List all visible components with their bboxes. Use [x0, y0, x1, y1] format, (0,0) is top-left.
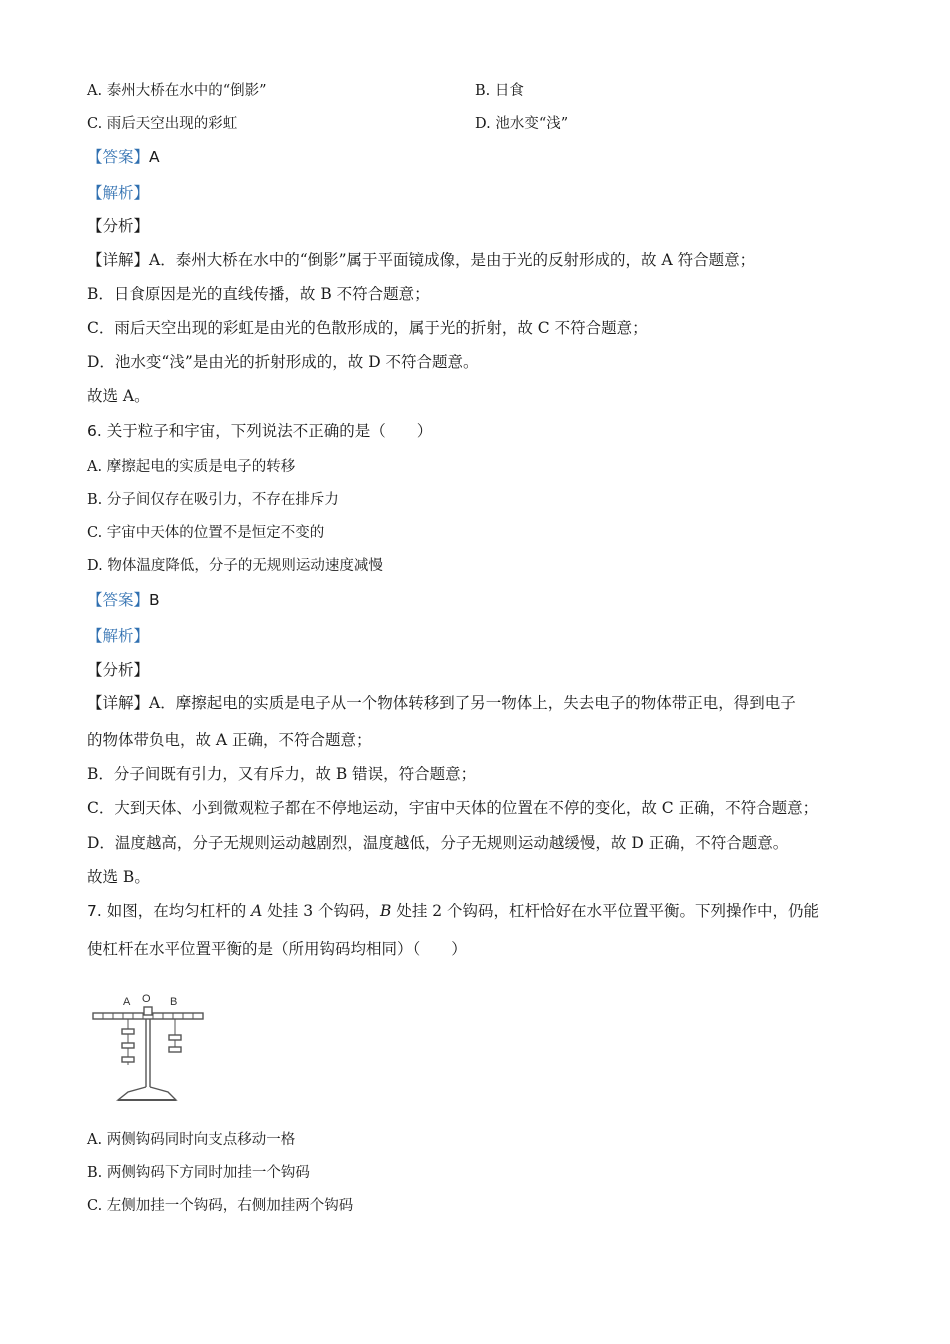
q6-answer: [87, 589, 160, 611]
pivot-block: [144, 1007, 152, 1015]
weight-right-2: [169, 1047, 181, 1052]
q5-option-d: D. 池水变“浅”: [475, 116, 569, 132]
q6-detail-d: D．温度越高，分子无规则运动越剧烈，温度越低，分子无规则运动越缓慢，故 D 正确，不符合题意。: [87, 834, 789, 852]
q6-analysis-tag: 【解析】: [87, 627, 150, 645]
label-b: B: [170, 996, 178, 1008]
q5-detail-a: [87, 249, 755, 271]
q5-option-a: A. 泰州大桥在水中的“倒影”: [87, 83, 267, 99]
lever-figure: [88, 985, 213, 1110]
q5-option-c: C. 雨后天空出现的彩虹: [87, 116, 238, 132]
q6-conclusion: 故选 B。: [87, 868, 150, 886]
q7-option-b: B. 两侧钩码下方同时加挂一个钩码: [87, 1165, 310, 1181]
stand-base: [118, 1087, 176, 1100]
detail-tag: 【详解】: [87, 251, 150, 269]
q6-detail-b: B．分子间既有引力，又有斥力，故 B 错误，符合题意；: [87, 765, 477, 783]
q5-detail-b: B．日食原因是光的直线传播，故 B 不符合题意；: [87, 285, 430, 303]
q7-option-a: A. 两侧钩码同时向支点移动一格: [87, 1132, 296, 1148]
q5-detail-c: C．雨后天空出现的彩虹是由光的色散形成的，属于光的折射，故 C 不符合题意；: [87, 319, 648, 337]
weight-left-3: [122, 1057, 134, 1062]
detail-tag: 【详解】: [87, 694, 150, 712]
q5-fenxi: 【分析】: [87, 217, 150, 235]
q6-option-b: B. 分子间仅存在吸引力，不存在排斥力: [87, 492, 339, 508]
q5-detail-d: D．池水变“浅”是由光的折射形成的，故 D 不符合题意。: [87, 353, 479, 371]
q6-option-d: D. 物体温度降低，分子的无规则运动速度减慢: [87, 558, 383, 574]
q7-number: 7.: [87, 902, 102, 920]
q6-fenxi: 【分析】: [87, 661, 150, 679]
detail-text: A．摩擦起电的实质是电子从一个物体转移到了另一物体上，失去电子的物体带正电，得到电子: [149, 694, 796, 712]
q7-point-a: A: [251, 902, 263, 920]
q5-analysis-tag: 【解析】: [87, 184, 150, 202]
weight-left-1: [122, 1029, 134, 1034]
answer-tag: 【答案】: [87, 148, 150, 166]
label-a: A: [123, 996, 131, 1008]
q6-option-a: A. 摩擦起电的实质是电子的转移: [87, 459, 296, 475]
q6-detail-a-line2: 的物体带负电，故 A 正确，不符合题意；: [87, 731, 372, 749]
q7-stem-part: 处挂 3 个钩码，: [262, 902, 381, 920]
q7-stem-part: 如图，在均匀杠杆的: [101, 902, 252, 920]
weight-right-1: [169, 1035, 181, 1040]
q7-stem-line2: 使杠杆在水平位置平衡的是（所用钩码均相同）（ ）: [87, 940, 467, 958]
q6-detail-c: C．大到天体、小到微观粒子都在不停地运动，宇宙中天体的位置在不停的变化，故 C 正确，不符合题意；: [87, 799, 819, 817]
q6-stem: [87, 420, 432, 442]
detail-text: A．泰州大桥在水中的“倒影”属于平面镜成像，是由于光的反射形成的，故 A 符合题意；: [149, 251, 756, 269]
q6-number: 6.: [87, 422, 102, 440]
label-o: O: [142, 993, 151, 1005]
q7-stem-line1: [87, 900, 819, 922]
q5-option-b: B. 日食: [475, 83, 524, 99]
q5-answer: [87, 146, 160, 168]
answer-tag: 【答案】: [87, 591, 150, 609]
weight-left-2: [122, 1043, 134, 1048]
answer-value: A: [149, 148, 160, 166]
q7-option-c: C. 左侧加挂一个钩码，右侧加挂两个钩码: [87, 1198, 354, 1214]
q6-option-c: C. 宇宙中天体的位置不是恒定不变的: [87, 525, 325, 541]
q7-point-b: B: [380, 902, 392, 920]
q5-conclusion: 故选 A。: [87, 387, 150, 405]
q6-detail-a-line1: [87, 692, 796, 714]
q6-stem-text: 关于粒子和宇宙，下列说法不正确的是（ ）: [101, 422, 433, 440]
answer-value: B: [149, 591, 160, 609]
q7-stem-part: 处挂 2 个钩码，杠杆恰好在水平位置平衡。下列操作中，仍能: [391, 902, 820, 920]
